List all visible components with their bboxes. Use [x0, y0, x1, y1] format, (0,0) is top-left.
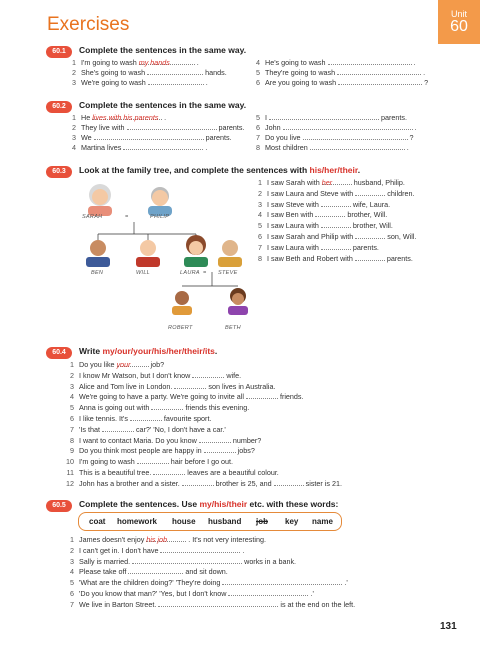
item-text: They live with	[81, 123, 127, 132]
item-text: We're going to wash	[81, 78, 148, 87]
item-number: 3	[72, 78, 76, 87]
name-will: WILL	[136, 270, 151, 276]
item-text: We live in Barton Street.	[79, 599, 159, 609]
answer-blank[interactable]	[355, 189, 385, 196]
item-number: 5	[258, 221, 262, 231]
item-text-end: .	[411, 58, 416, 67]
exercise-item	[64, 567, 228, 576]
item-text-end: .	[240, 545, 245, 555]
exercise-instruction-60-1: Complete the sentences in the same way.	[79, 45, 247, 55]
item-text: I saw Laura with	[267, 242, 321, 252]
item-number: 12	[66, 478, 74, 488]
item-text: Most children	[265, 143, 310, 152]
exercise-instruction-60-4	[79, 346, 217, 356]
beth-portrait	[228, 288, 248, 315]
answer-blank[interactable]	[137, 457, 169, 464]
item-number: 1	[258, 178, 262, 187]
item-text: We	[81, 133, 94, 142]
answer-blank[interactable]	[158, 600, 278, 607]
item-text: I can't get in. I don't have	[79, 545, 161, 555]
item-text-end: parents.	[379, 113, 407, 122]
name-ben: BEN	[91, 270, 104, 276]
item-number: 6	[70, 589, 74, 598]
exercise-item	[250, 58, 416, 67]
answer-blank[interactable]	[274, 479, 304, 486]
item-text-end: number?	[230, 435, 262, 445]
item-text: I saw Steve with	[267, 199, 321, 209]
item-text: I saw Laura and Steve with	[267, 188, 356, 198]
item-text: Martina lives	[81, 143, 124, 152]
answer-blank[interactable]	[117, 360, 149, 367]
item-text: I	[265, 113, 269, 122]
instruction-keywords: his/her/their	[309, 165, 358, 175]
item-text: 'Is that	[79, 424, 102, 434]
ben-portrait	[86, 240, 110, 267]
item-number: 1	[70, 535, 74, 544]
item-text: I'm going to wash	[79, 457, 137, 467]
item-text-end: jobs?	[235, 446, 255, 456]
item-text-end: son, Will.	[385, 232, 417, 241]
item-text-end: .	[203, 78, 208, 87]
word-coat: coat	[89, 517, 106, 526]
item-number: 6	[70, 414, 74, 423]
item-text: He	[81, 113, 93, 122]
answer-blank[interactable]	[204, 446, 236, 453]
item-number: 6	[256, 78, 260, 87]
answer-blank[interactable]	[315, 210, 345, 217]
exercise-item	[64, 578, 348, 587]
item-text-end: favourite sport.	[161, 414, 212, 423]
laura-portrait	[184, 235, 208, 267]
word-job-used: job	[256, 517, 268, 526]
item-text: Please take off	[79, 567, 129, 577]
item-number: 8	[258, 253, 262, 263]
exercise-item	[250, 143, 409, 152]
exercise-instruction-60-3	[79, 165, 360, 175]
will-portrait	[136, 240, 160, 267]
item-number: 7	[70, 599, 74, 609]
answer-blank[interactable]	[123, 143, 203, 150]
answer-blank[interactable]	[92, 113, 162, 120]
exercise-item	[250, 123, 417, 132]
word-box	[78, 512, 342, 531]
exercise-item	[64, 371, 241, 380]
exercise-item	[252, 254, 413, 263]
answer-text: my hands	[138, 58, 170, 67]
answer-blank[interactable]	[355, 232, 385, 239]
item-text-end: parents.	[216, 123, 245, 132]
exercise-item	[66, 113, 166, 122]
item-text: I saw Beth and Robert with	[267, 253, 355, 263]
item-text-end: hair before I go out.	[168, 457, 234, 467]
item-text-end: husband, Philip.	[351, 178, 405, 187]
item-number: 1	[72, 58, 76, 67]
item-text: Do you live	[265, 133, 303, 142]
item-number: 5	[256, 113, 260, 122]
instruction-end: .	[214, 346, 218, 356]
item-text-end: wife, Laura.	[350, 199, 391, 209]
item-text-end: brother is 25, and	[213, 478, 274, 488]
item-text: Alice and Tom live in London.	[79, 381, 175, 391]
instruction-text: Complete the sentences. Use	[79, 499, 200, 509]
exercise-item	[64, 557, 296, 566]
item-text-end: works in a bank.	[242, 556, 297, 566]
exercise-item	[250, 133, 414, 142]
exercise-instruction-60-2: Complete the sentences in the same way.	[79, 100, 247, 110]
answer-blank[interactable]	[153, 468, 185, 475]
item-text-end: leaves are a beautiful colour.	[185, 468, 279, 477]
item-number: 5	[70, 403, 74, 413]
exercise-item	[250, 68, 425, 77]
item-number: 3	[70, 556, 74, 566]
exercise-item	[66, 143, 207, 152]
exercise-item	[64, 382, 275, 391]
item-text-end: wife.	[224, 370, 242, 380]
item-number: 7	[256, 133, 260, 142]
exercise-item	[252, 189, 414, 198]
item-number: 4	[256, 58, 260, 67]
instruction-text: Look at the family tree, and complete the sentences with	[79, 165, 310, 175]
item-text-end: job?	[148, 360, 165, 369]
item-number: 5	[70, 578, 74, 588]
exercise-item	[64, 414, 211, 423]
word-house: house	[172, 517, 196, 526]
answer-blank[interactable]	[322, 178, 352, 185]
answer-blank[interactable]	[132, 557, 242, 564]
answer-blank[interactable]	[174, 382, 206, 389]
item-number: 1	[70, 360, 74, 369]
item-number: 8	[70, 435, 74, 445]
item-text: I saw Sarah with	[267, 178, 322, 187]
exercise-item	[64, 446, 255, 455]
item-number: 3	[70, 381, 74, 391]
sarah-portrait	[88, 184, 112, 216]
word-husband: husband	[208, 517, 242, 526]
item-text: John has a brother and a sister.	[79, 478, 182, 488]
item-number: 5	[256, 68, 260, 77]
exercise-item	[66, 133, 232, 142]
item-text-end: .	[412, 123, 417, 132]
exercise-item	[252, 221, 393, 230]
robert-portrait	[172, 291, 192, 315]
exercise-item	[66, 68, 227, 77]
exercise-item	[64, 436, 261, 445]
item-text-end: sister is 21.	[303, 478, 342, 488]
answer-blank[interactable]	[321, 200, 351, 207]
item-number: 7	[258, 242, 262, 252]
item-text: She's going to wash	[81, 68, 148, 77]
exercise-instruction-60-5	[79, 499, 338, 509]
item-text-end: ?	[422, 78, 429, 87]
item-text-end: is at the end on the left.	[278, 599, 356, 609]
item-number: 9	[70, 446, 74, 456]
instruction-keywords: my/our/your/his/her/their/its	[102, 346, 215, 356]
item-text: I saw Ben with	[267, 210, 316, 220]
item-number: 11	[66, 468, 74, 477]
item-text: I want to contact Maria. Do you know	[79, 435, 199, 445]
name-robert: ROBERT	[168, 325, 193, 331]
item-text-end: . It's not very interesting.	[186, 535, 266, 544]
exercise-badge-60-5: 60.5	[46, 500, 72, 512]
answer-blank[interactable]	[321, 221, 351, 228]
answer-blank[interactable]	[148, 78, 204, 85]
item-number: 2	[72, 68, 76, 77]
item-text-end: son lives in Australia.	[206, 381, 276, 391]
exercise-item	[252, 200, 390, 209]
item-text: I saw Laura with	[267, 221, 321, 231]
answer-blank[interactable]	[127, 123, 217, 130]
family-tree-illustration	[78, 178, 258, 338]
name-philip: PHILIP	[150, 214, 170, 220]
exercise-item	[66, 123, 245, 132]
word-homework: homework	[117, 517, 158, 526]
item-text-end: brother, Will.	[350, 221, 393, 231]
answer-blank[interactable]	[321, 243, 351, 250]
item-text-end: children.	[385, 188, 415, 198]
item-text: John	[265, 123, 283, 132]
answer-blank[interactable]	[337, 68, 421, 75]
name-equals-1: =	[125, 214, 129, 220]
answer-blank[interactable]	[228, 589, 308, 596]
answer-blank[interactable]	[283, 123, 413, 130]
item-text-end: .	[421, 68, 426, 77]
instruction-end: .	[357, 165, 361, 175]
instruction-end: etc. with these words:	[247, 499, 339, 509]
item-text: I saw Sarah and Philip with	[267, 232, 356, 241]
exercise-item	[250, 113, 407, 122]
item-text-end: .'	[342, 578, 348, 588]
page-number: 131	[440, 621, 457, 632]
item-text: Anna is going out with	[79, 403, 152, 413]
item-text-end: .'	[308, 589, 314, 598]
word-key: key	[285, 517, 299, 526]
unit-number: 60	[450, 18, 468, 35]
item-number: 3	[72, 133, 76, 142]
unit-label: Unit	[450, 9, 467, 19]
word-name: name	[312, 517, 333, 526]
philip-portrait	[148, 187, 172, 216]
item-text-end: .	[404, 143, 409, 152]
item-number: 4	[72, 143, 76, 152]
exercise-item	[252, 243, 379, 252]
exercise-badge-60-1: 60.1	[46, 46, 72, 58]
item-text-end: friends this evening.	[183, 403, 250, 413]
name-beth: BETH	[225, 325, 241, 331]
answer-blank[interactable]	[303, 133, 408, 140]
item-text: They're going to wash	[265, 68, 338, 77]
item-text-end: parents.	[203, 133, 232, 142]
item-text: I'm going to wash	[81, 58, 139, 67]
exercise-item	[66, 78, 208, 87]
name-steve: STEVE	[218, 270, 238, 276]
answer-blank[interactable]	[160, 546, 240, 553]
exercise-item	[64, 425, 226, 434]
answer-blank[interactable]	[310, 143, 405, 150]
item-text-end: .	[194, 58, 199, 67]
item-text-end: ?	[407, 133, 414, 142]
exercise-item	[252, 232, 416, 241]
answer-blank[interactable]	[192, 371, 224, 378]
item-text: I know Mr Watson, but I don't know	[79, 370, 193, 380]
answer-blank[interactable]	[146, 535, 186, 542]
item-number: 2	[72, 123, 76, 132]
item-number: 4	[70, 392, 74, 402]
answer-blank[interactable]	[328, 58, 412, 65]
exercise-item	[64, 589, 314, 598]
item-text: 'Do you know that man?' 'Yes, but I don't know	[79, 589, 229, 598]
exercise-item	[64, 546, 244, 555]
exercise-item	[64, 535, 266, 544]
exercise-item	[64, 479, 342, 488]
item-text-end: and sit down.	[183, 567, 228, 577]
answer-blank[interactable]	[147, 68, 203, 75]
item-number: 7	[70, 424, 74, 434]
page-title: Exercises	[47, 14, 130, 35]
answer-text: your	[116, 360, 131, 369]
instruction-keywords: my/his/their	[199, 499, 248, 509]
answer-blank[interactable]	[102, 425, 134, 432]
answer-blank[interactable]	[151, 403, 183, 410]
item-number: 8	[256, 143, 260, 152]
answer-blank[interactable]	[222, 578, 342, 585]
item-text: 'What are the children doing?' 'They're doing	[79, 578, 223, 588]
item-number: 10	[66, 457, 74, 467]
item-text-end: friends.	[277, 392, 304, 402]
exercise-badge-60-3: 60.3	[46, 166, 72, 178]
answer-blank[interactable]	[139, 58, 195, 65]
answer-text: lives with his parents	[92, 113, 159, 122]
item-text-end: car?' 'No, I don't have a car.'	[133, 424, 226, 434]
exercise-item	[66, 58, 199, 67]
exercise-item	[64, 600, 355, 609]
answer-blank[interactable]	[269, 113, 379, 120]
item-number: 1	[72, 113, 76, 122]
item-text: This is a beautiful tree.	[79, 468, 154, 477]
exercise-item	[64, 392, 304, 401]
name-sarah: SARAH	[82, 214, 103, 220]
item-text-end: hands.	[203, 68, 227, 77]
answer-blank[interactable]	[182, 479, 214, 486]
exercise-item	[250, 78, 428, 87]
item-text: We're going to have a party. We're going to invite all	[79, 392, 246, 402]
answer-blank[interactable]	[338, 78, 422, 85]
item-number: 3	[258, 199, 262, 209]
exercise-badge-60-2: 60.2	[46, 101, 72, 113]
item-text: I like tennis. It's	[79, 414, 130, 423]
exercise-item	[64, 403, 249, 412]
exercise-item	[64, 457, 233, 466]
item-text-end: parents.	[384, 253, 413, 263]
item-text-end: brother, Will.	[345, 210, 388, 220]
item-text: He's going to wash	[265, 58, 328, 67]
unit-tab	[438, 0, 480, 44]
item-number: 2	[70, 545, 74, 555]
steve-portrait	[218, 240, 242, 267]
item-text-end: .	[162, 113, 167, 122]
item-text: Do you think most people are happy in	[79, 446, 204, 456]
exercise-item	[252, 210, 387, 219]
answer-blank[interactable]	[128, 567, 183, 574]
item-text-end: parents.	[350, 242, 379, 252]
exercise-item	[252, 178, 405, 187]
item-text: Do you like	[79, 360, 117, 369]
item-number: 6	[258, 232, 262, 241]
answer-blank[interactable]	[130, 414, 162, 421]
name-equals-2: =	[203, 270, 207, 276]
answer-blank[interactable]	[94, 133, 204, 140]
item-text: Sally is married.	[79, 556, 133, 566]
item-text: Are you going to wash	[265, 78, 339, 87]
item-number: 4	[258, 210, 262, 220]
item-number: 2	[258, 188, 262, 198]
exercise-item	[64, 360, 164, 369]
answer-blank[interactable]	[246, 392, 278, 399]
instruction-text: Write	[79, 346, 103, 356]
answer-blank[interactable]	[199, 436, 231, 443]
exercise-badge-60-4: 60.4	[46, 347, 72, 359]
item-number: 6	[256, 123, 260, 132]
answer-blank[interactable]	[355, 254, 385, 261]
answer-text: her	[321, 178, 333, 187]
item-text: James doesn't enjoy	[79, 535, 147, 544]
answer-text: his job	[146, 535, 168, 544]
name-laura: LAURA	[180, 270, 200, 276]
item-text-end: .	[203, 143, 208, 152]
item-number: 4	[70, 567, 74, 577]
item-number: 2	[70, 370, 74, 380]
exercise-item	[64, 468, 279, 477]
